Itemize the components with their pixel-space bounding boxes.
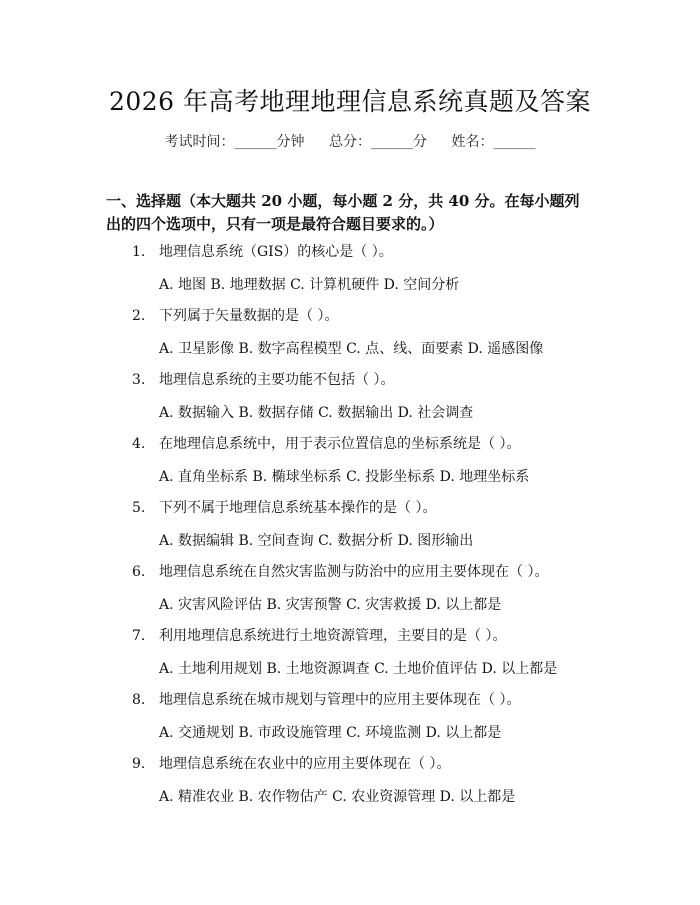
total-score-field: 总分：______分: [329, 134, 427, 150]
question-stem: 地理信息系统的主要功能不包括（ ）。: [159, 372, 395, 388]
question-options: A. 数据编辑 B. 空间查询 C. 数据分析 D. 图形输出: [159, 533, 474, 549]
question-options: A. 交通规划 B. 市政设施管理 C. 环境监测 D. 以上都是: [159, 725, 502, 741]
question-stem: 下列属于矢量数据的是（ ）。: [159, 308, 339, 324]
name-field: 姓名：______: [451, 134, 536, 150]
page-title: 2026 年高考地理地理信息系统真题及答案: [108, 87, 592, 116]
question-stem: 在地理信息系统中，用于表示位置信息的坐标系统是（ ）。: [159, 436, 521, 452]
question-options: A. 数据输入 B. 数据存储 C. 数据输出 D. 社会调查: [159, 405, 474, 421]
exam-meta: [0, 131, 700, 151]
question-stem: 地理信息系统在自然灾害监测与防治中的应用主要体现在（ ）。: [159, 564, 549, 580]
question-item: [0, 754, 700, 818]
question-options: A. 直角坐标系 B. 椭球坐标系 C. 投影坐标系 D. 地理坐标系: [159, 469, 530, 485]
question-number: 9.: [132, 756, 146, 772]
question-item: [0, 498, 700, 562]
question-options: A. 地图 B. 地理数据 C. 计算机硬件 D. 空间分析: [159, 277, 460, 293]
question-number: 4.: [132, 436, 146, 452]
question-item: [0, 306, 700, 370]
question-item: [0, 690, 700, 754]
question-stem: 利用地理信息系统进行土地资源管理，主要目的是（ ）。: [159, 628, 507, 644]
question-stem: 地理信息系统在农业中的应用主要体现在（ ）。: [159, 756, 451, 772]
question-stem: 地理信息系统（GIS）的核心是（ ）。: [159, 244, 393, 260]
question-number: 1.: [132, 244, 146, 260]
question-item: [0, 370, 700, 434]
question-item: [0, 242, 700, 306]
question-number: 3.: [132, 372, 146, 388]
question-number: 6.: [132, 564, 146, 580]
section-heading: 一、选择题（本大题共 20 小题，每小题 2 分，共 40 分。在每小题列出的四个选项中，只有一项是最符合题目要求的。）: [106, 192, 580, 233]
question-number: 5.: [132, 500, 146, 516]
question-item: [0, 434, 700, 498]
question-item: [0, 626, 700, 690]
question-options: A. 土地利用规划 B. 土地资源调查 C. 土地价值评估 D. 以上都是: [159, 661, 558, 677]
question-stem: 地理信息系统在城市规划与管理中的应用主要体现在（ ）。: [159, 692, 521, 708]
exam-time-field: 考试时间：______分钟: [164, 134, 305, 150]
question-options: A. 卫星影像 B. 数字高程模型 C. 点、线、面要素 D. 遥感图像: [159, 341, 544, 357]
question-stem: 下列不属于地理信息系统基本操作的是（ ）。: [159, 500, 437, 516]
question-item: [0, 562, 700, 626]
question-options: A. 灾害风险评估 B. 灾害预警 C. 灾害救援 D. 以上都是: [159, 597, 502, 613]
question-number: 2.: [132, 308, 146, 324]
question-options: A. 精准农业 B. 农作物估产 C. 农业资源管理 D. 以上都是: [159, 789, 516, 805]
question-number: 8.: [132, 692, 146, 708]
question-number: 7.: [132, 628, 146, 644]
